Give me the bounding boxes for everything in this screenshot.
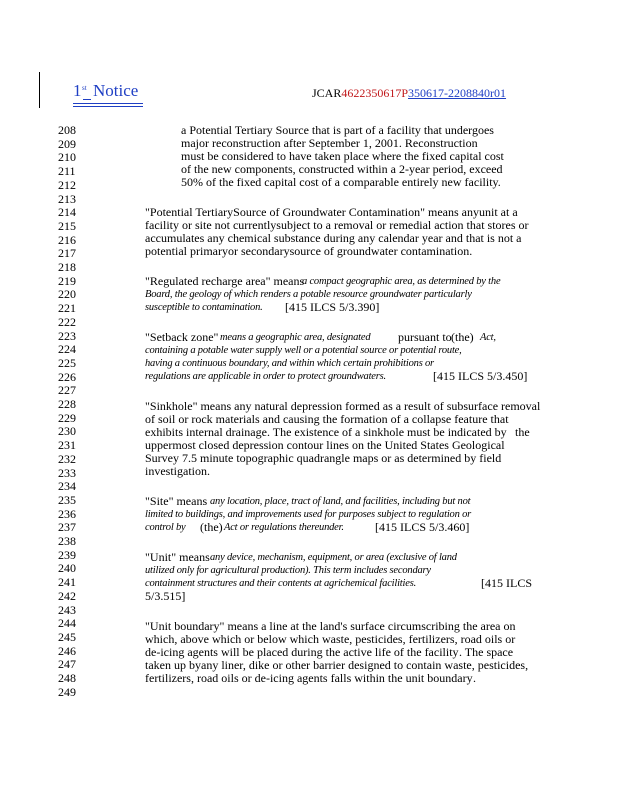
- text-line-212: 50% of the fixed capital cost of a comparable entirely new facility.: [181, 175, 501, 189]
- line-number: 231: [58, 438, 76, 453]
- text-line-229: of soil or rock materials and causing the formation of a collapse feature that: [145, 412, 509, 426]
- text-line-217: potential primaryor secondarysource of groundwater contamination.: [145, 244, 473, 258]
- text-line-219-statute: a compact geographic area, as determined by the: [302, 276, 501, 287]
- line-number: 233: [58, 465, 76, 480]
- jcar-identifier: [312, 87, 506, 100]
- line-number: 234: [58, 479, 76, 494]
- text-line-216: accumulates any chemical substance during any calendar year and that is not a: [145, 231, 522, 245]
- text-line-235-term: "Site" means: [145, 494, 208, 508]
- notice-number: 1: [73, 81, 82, 100]
- line-number: 218: [58, 260, 76, 274]
- line-number: 235: [58, 492, 76, 507]
- line-number: 230: [58, 424, 76, 439]
- line-number: 236: [58, 506, 76, 521]
- text-line-221-citation: [415 ILCS 5/3.390]: [285, 300, 380, 314]
- superscript-underline: [83, 99, 91, 100]
- text-line-239-term: "Unit" means: [145, 550, 210, 564]
- text-line-233: investigation.: [145, 464, 210, 478]
- text-line-237-citation: [415 ILCS 5/3.460]: [375, 520, 470, 534]
- line-number: 222: [58, 314, 76, 329]
- text-line-223-statute: means a geographic area, designated: [220, 332, 371, 343]
- text-line-219-term: "Regulated recharge area" means: [145, 274, 305, 288]
- text-line-241-statute: containment structures and their contents at agrichemical facilities.: [145, 578, 417, 589]
- line-number: 245: [58, 629, 76, 644]
- jcar-deleted-text: 4622350617P: [341, 86, 409, 100]
- notice-number-superscript: st: [82, 84, 87, 92]
- line-number: 238: [58, 534, 76, 548]
- text-line-210: must be considered to have taken place where the fixed capital cost: [181, 149, 504, 163]
- line-number: 227: [58, 383, 76, 398]
- line-number: 232: [58, 451, 76, 466]
- line-number: 247: [58, 657, 76, 672]
- text-line-226-citation: [415 ILCS 5/3.450]: [433, 369, 528, 383]
- line-number: 223: [58, 328, 76, 343]
- text-line-232: Survey 7.5 minute topographic quadrangle maps or as determined by field: [145, 451, 502, 465]
- text-line-240: utilized only for agricultural production). This term includes secondary: [145, 565, 431, 576]
- jcar-prefix: JCAR: [312, 86, 342, 100]
- line-number: 228: [58, 397, 76, 411]
- text-line-246-end: . The space: [459, 645, 514, 659]
- change-bar: [39, 72, 40, 108]
- text-line-223-act: Act,: [480, 332, 496, 343]
- text-line-248-end: .: [473, 671, 476, 685]
- text-line-242: 5/3.515]: [145, 589, 186, 603]
- text-line-241-citation: [415 ILCS: [481, 576, 532, 590]
- line-number: 246: [58, 643, 76, 658]
- text-line-211: of the new components, constructed within a 2-year period, exceed: [181, 162, 503, 176]
- line-number: 239: [58, 547, 76, 562]
- line-number: 210: [58, 150, 76, 165]
- text-line-247: taken up byany liner, dike or other barrier designed to contain waste, pesticides,: [145, 658, 529, 672]
- text-line-209: major reconstruction after September 1, 2001. Reconstruction: [181, 136, 478, 150]
- line-number: 211: [58, 164, 76, 179]
- line-number: 226: [58, 369, 76, 384]
- line-number: 215: [58, 218, 76, 233]
- line-number: 220: [58, 287, 76, 302]
- line-number: 214: [58, 205, 76, 220]
- text-line-235-statute: any location, place, tract of land, and facilities, including but not: [210, 496, 471, 507]
- title-double-underline: [73, 106, 143, 107]
- line-number: 241: [58, 575, 76, 590]
- text-line-246: de-icing agents will be placed during the active life of the facility: [145, 645, 459, 659]
- line-number: 219: [58, 273, 76, 288]
- notice-title: Notice: [93, 81, 139, 100]
- line-number: 237: [58, 520, 76, 535]
- line-number: 212: [58, 177, 76, 192]
- text-line-215: facility or site not currentlysubject to a removal or remedial action that stores or: [145, 218, 529, 232]
- line-number: 224: [58, 342, 76, 357]
- line-number: 248: [58, 671, 76, 685]
- text-line-228: "Sinkhole" means any natural depression formed as a result of subsurface removal: [145, 399, 541, 413]
- text-line-239-statute: any device, mechanism, equipment, or area (exclusive of land: [210, 552, 457, 563]
- text-line-214: "Potential TertiarySource of Groundwater Contamination" means anyunit at a: [145, 205, 518, 219]
- text-line-224: containing a potable water supply well or a potential source or potential route,: [145, 345, 462, 356]
- line-number: 213: [58, 191, 76, 206]
- text-line-220: Board, the geology of which renders a potable resource groundwater particularly: [145, 289, 472, 300]
- line-number: 217: [58, 246, 76, 261]
- text-line-230: exhibits internal drainage. The existence of a sinkhole must be indicated by: [145, 425, 507, 439]
- text-line-231: uppermost closed depression contour lines on the United States Geological: [145, 438, 505, 452]
- text-line-226-statute: regulations are applicable in order to protect groundwaters.: [145, 371, 386, 382]
- text-line-223-term: "Setback zone": [145, 330, 219, 344]
- text-line-236: limited to buildings, and improvements used for purposes subject to regulation or: [145, 509, 472, 520]
- line-number: 208: [58, 123, 76, 137]
- jcar-inserted-text: 350617-2208840r01: [408, 86, 507, 100]
- text-line-237-inserted-the: (the): [200, 520, 223, 534]
- line-number: 243: [58, 602, 76, 617]
- text-line-244: "Unit boundary" means a line at the land's surface circumscribing the area on: [145, 619, 516, 633]
- line-number: 229: [58, 410, 76, 425]
- text-line-237-act: Act or regulations thereunder.: [224, 522, 344, 533]
- title-underline: [73, 103, 143, 104]
- line-number: 242: [58, 588, 76, 603]
- text-line-223-inserted-the: (the): [451, 330, 474, 344]
- text-line-223-pursuant: pursuant to: [398, 330, 452, 344]
- line-number: 216: [58, 232, 76, 247]
- line-number: 244: [58, 616, 76, 631]
- line-number: 249: [58, 684, 76, 699]
- text-line-248: fertilizers, road oils or de-icing agents falls within the unit boundary: [145, 671, 473, 685]
- line-number: 240: [58, 561, 76, 576]
- text-line-208: a Potential Tertiary Source that is part of a facility that undergoes: [181, 123, 494, 137]
- text-line-221-statute: susceptible to contamination.: [145, 302, 263, 313]
- line-number: 221: [58, 301, 76, 316]
- text-line-230-end: the: [515, 425, 530, 439]
- text-line-245: which, above which or below which waste, pesticides, fertilizers, road oils or: [145, 632, 516, 646]
- text-line-225: having a continuous boundary, and within which certain prohibitions or: [145, 358, 434, 369]
- line-number: 225: [58, 355, 76, 370]
- text-line-237-statute: control by: [145, 522, 186, 533]
- line-number: 209: [58, 136, 76, 151]
